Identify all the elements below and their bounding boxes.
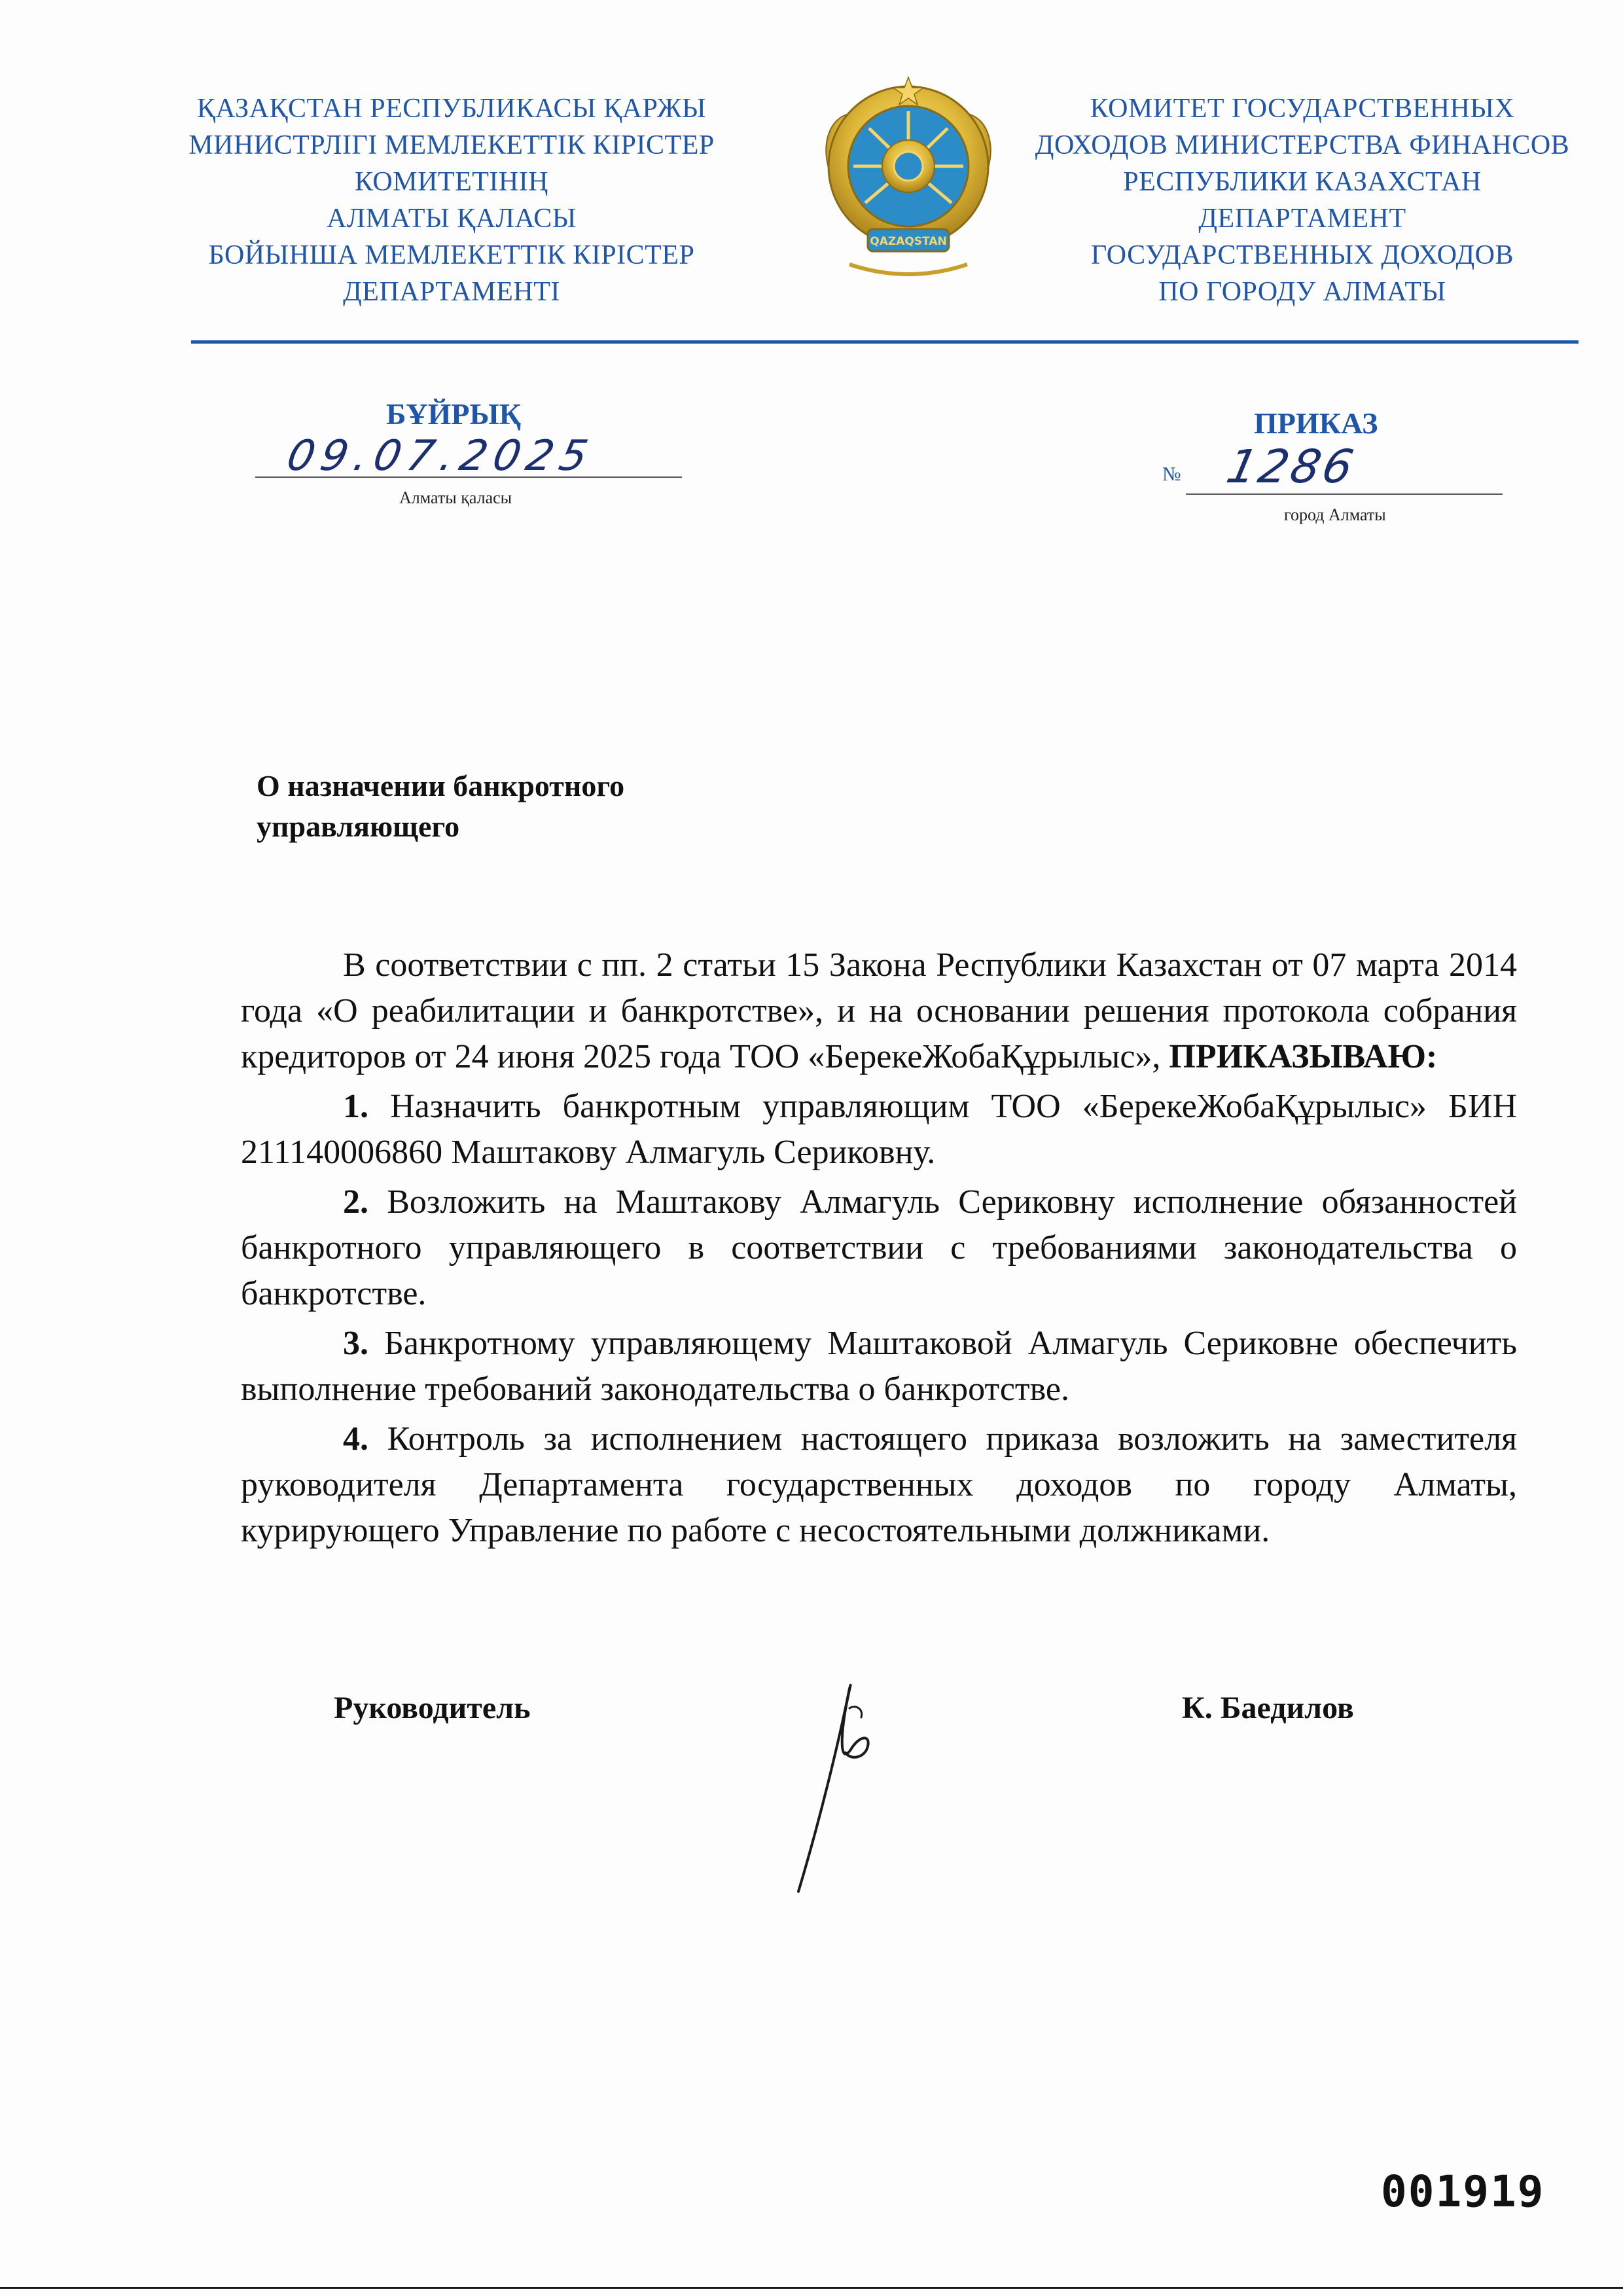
header-russian-line: РЕСПУБЛИКИ КАЗАХСТАН <box>1123 167 1482 197</box>
item-text: Контроль за исполнением настоящего приказа возложить на заместителя руководителя Департамента государственных доходов по городу Алматы, курирующего Управление по работе с несостоятельными должниками. <box>241 1420 1517 1549</box>
subject-line: управляющего <box>257 810 460 843</box>
header-russian <box>1008 90 1597 310</box>
intro-paragraph <box>241 942 1517 1080</box>
header-russian-line: КОМИТЕТ ГОСУДАРСТВЕННЫХ <box>1090 94 1515 124</box>
emblem-caption: QAZAQSTAN <box>870 235 947 248</box>
item-text: Возложить на Маштакову Алмагуль Сериковну исполнение обязанностей банкротного управляющего в соответствии с требованиями законодательства о банкротстве. <box>241 1183 1517 1312</box>
subject-line: О назначении банкротного <box>257 769 625 802</box>
header-kazakh-line: АЛМАТЫ ҚАЛАСЫ <box>327 204 577 234</box>
header-russian-line: ГОСУДАРСТВЕННЫХ ДОХОДОВ <box>1091 240 1514 270</box>
order-item <box>241 1321 1517 1412</box>
item-number: 3. <box>343 1325 368 1362</box>
document-serial-number: 001919 <box>1381 2166 1545 2217</box>
header-kazakh-line: БОЙЫНША МЕМЛЕКЕТТІК КІРІСТЕР <box>208 240 695 270</box>
header-russian-line: ПО ГОРОДУ АЛМАТЫ <box>1158 277 1446 307</box>
order-item <box>241 1084 1517 1175</box>
item-text: Назначить банкротным управляющим ТОО «БерекеЖобаҚұрылыс» БИН 211140006860 Маштакову Алмагуль Сериковну. <box>241 1088 1517 1171</box>
page-bottom-edge <box>0 2287 1623 2289</box>
item-number: 2. <box>343 1183 368 1221</box>
city-kazakh: Алматы қаласы <box>399 488 512 507</box>
intro-bold: ПРИКАЗЫВАЮ: <box>1169 1038 1438 1075</box>
intro-text: В соответствии с пп. 2 статьи 15 Закона Республики Казахстан от 07 марта 2014 года «О реабилитации и банкротстве», и на основании решения протокола собрания кредиторов от 24 июня 2025 года ТОО «БерекеЖобаҚұрылыс», <box>241 946 1517 1075</box>
header-kazakh-line: МИНИСТРЛІГІ МЕМЛЕКЕТТІК КІРІСТЕР <box>188 130 715 160</box>
order-date: 09.07.2025 <box>283 432 599 480</box>
order-title-kazakh: БҰЙРЫҚ <box>386 397 522 431</box>
order-body <box>241 942 1517 1558</box>
date-underline <box>255 476 682 478</box>
order-subject <box>257 766 624 847</box>
city-russian: город Алматы <box>1284 505 1386 524</box>
header-kazakh-line: КОМИТЕТІНІҢ <box>354 167 549 197</box>
item-number: 1. <box>343 1088 368 1125</box>
header-kazakh-line: ҚАЗАҚСТАН РЕСПУБЛИКАСЫ ҚАРЖЫ <box>196 94 707 124</box>
header-russian-line: ДЕПАРТАМЕНТ <box>1198 204 1406 234</box>
signatory-role: Руководитель <box>334 1691 531 1725</box>
header-russian-line: ДОХОДОВ МИНИСТЕРСТВА ФИНАНСОВ <box>1035 130 1570 160</box>
item-number: 4. <box>343 1420 368 1458</box>
header-kazakh <box>157 90 746 310</box>
order-item <box>241 1179 1517 1317</box>
number-underline <box>1186 493 1503 495</box>
handwritten-signature-icon <box>772 1662 916 1898</box>
header-kazakh-line: ДЕПАРТАМЕНТІ <box>343 277 560 307</box>
item-text: Банкротному управляющему Маштаковой Алмагуль Сериковне обеспечить выполнение требований законодательства о банкротстве. <box>241 1325 1517 1408</box>
order-number-sign: № <box>1162 463 1181 485</box>
order-item <box>241 1416 1517 1554</box>
header-divider <box>191 340 1578 344</box>
order-title-russian: ПРИКАЗ <box>1254 406 1378 440</box>
state-emblem-icon <box>804 68 1013 291</box>
signatory-name: К. Баедилов <box>1182 1691 1354 1725</box>
order-number: 1286 <box>1222 440 1361 493</box>
